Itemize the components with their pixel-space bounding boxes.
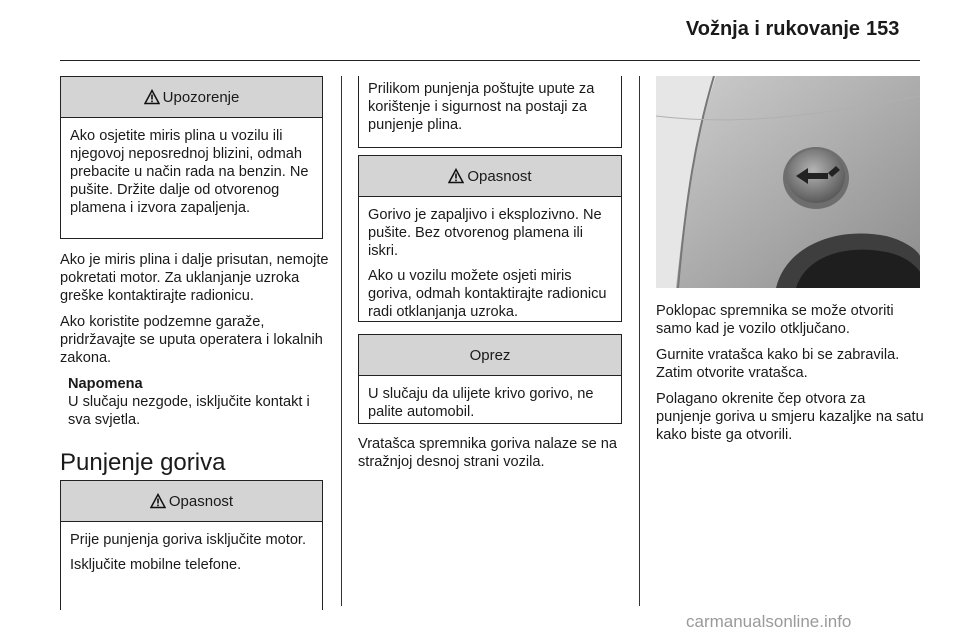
column-divider-1 <box>341 76 342 606</box>
danger-box-1-heading <box>61 481 322 522</box>
caution-heading-text: Oprez <box>469 346 511 364</box>
paragraph-unlocked: Poklopac spremnika se može otvoriti samo kad je vozilo otključano. <box>656 303 894 337</box>
continued-box-text: Prilikom punjenja poštujte upute za korištenje i sigurnost na postaji za punjenje plina. <box>368 81 595 133</box>
continued-danger-box <box>358 76 622 148</box>
running-header-title: Vožnja i rukovanje <box>685 18 860 40</box>
paragraph-fuel-door-location: Vratašca spremnika goriva nalaze se na stražnjoj desnoj strani vozila. <box>358 436 618 470</box>
warning-text: Ako osjetite miris plina u vozilu ili njegovoj neposrednoj blizini, odmah prebacite u način rada na benzin. Ne pušite. Držite dalje od otvorenog plamena i izvora zapaljenja. <box>70 128 309 216</box>
column-divider-2 <box>639 76 640 606</box>
warning-triangle-icon <box>144 89 160 105</box>
paragraph-turn-cap: Polagano okrenite čep otvora za punjenje goriva u smjeru kazaljke na satu kako biste ga otvorili. <box>656 391 924 443</box>
note-label: Napomena <box>68 376 143 392</box>
caution-text: U slučaju da ulijete krivo gorivo, ne palite automobil. <box>368 386 594 420</box>
danger-box-2 <box>358 155 622 322</box>
danger-text-1: Prije punjenja goriva isključite motor. <box>70 532 307 548</box>
column-2-text <box>358 435 628 479</box>
danger-heading-text: Opasnost <box>467 167 532 185</box>
danger-text-2: Isključite mobilne telefone. <box>70 557 242 573</box>
danger-text-2: Ako u vozilu možete osjeti miris goriva, odmah kontaktirajte radionicu radi otklanjanja uzroka. <box>368 268 607 320</box>
header-rule <box>60 60 920 61</box>
danger-text-1: Gorivo je zapaljivo i eksplozivno. Ne pušite. Bez otvorenog plamena ili iskri. <box>368 207 602 259</box>
column-1-text <box>60 251 330 429</box>
column-3-text <box>656 302 924 452</box>
caution-box-heading <box>359 335 621 376</box>
warning-box <box>60 76 323 239</box>
warning-box-heading <box>61 77 322 118</box>
paragraph-gas-smell: Ako je miris plina i dalje prisutan, nemojte pokretati motor. Za uklanjanje uzroka greške kontaktirajte radionicu. <box>60 252 329 304</box>
note-text: U slučaju nezgode, isključite kontakt i sva svjetla. <box>68 394 310 428</box>
warning-heading-text: Upozorenje <box>162 88 240 106</box>
page-number: 153 <box>866 18 900 40</box>
paragraph-garages: Ako koristite podzemne garaže, pridržavajte se uputa operatera i lokalnih zakona. <box>60 314 323 366</box>
note-block <box>60 375 330 429</box>
danger-box-2-heading <box>359 156 621 197</box>
danger-box-1 <box>60 480 323 610</box>
section-heading: Punjenje goriva <box>60 449 226 476</box>
warning-triangle-icon <box>448 168 464 184</box>
fuel-door-illustration <box>656 76 920 288</box>
paragraph-push-door: Gurnite vratašca kako bi se zabravila. Zatim otvorite vratašca. <box>656 347 900 381</box>
watermark: carmanualsonline.info <box>686 612 852 631</box>
danger-heading-text: Opasnost <box>168 492 234 510</box>
caution-box <box>358 334 622 424</box>
warning-triangle-icon <box>150 493 166 509</box>
